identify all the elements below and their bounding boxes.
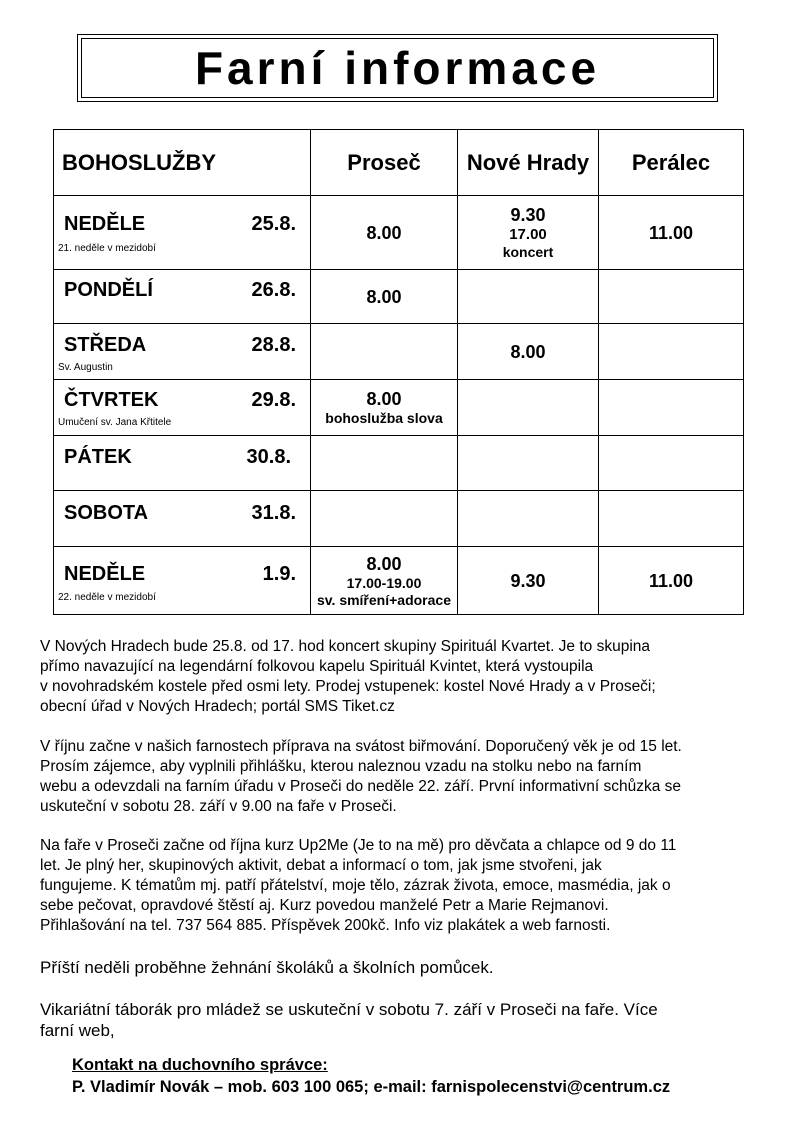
- time-value: 8.00: [366, 286, 402, 307]
- text-line: Prosím zájemce, aby vyplnili přihlášku, kterou naleznou vzadu na stolku nebo na farním: [40, 758, 642, 775]
- prosec-cell: [311, 380, 458, 436]
- peralec-cell: [599, 547, 744, 615]
- event-note: sv. smíření+adorace: [317, 591, 451, 608]
- header-services: BOHOSLUŽBY: [54, 130, 311, 196]
- day-name: STŘEDA: [64, 334, 147, 356]
- prosec-cell: [311, 491, 458, 547]
- day-date: 25.8.: [251, 213, 296, 235]
- day-cell: [54, 196, 311, 270]
- nove-hrady-cell: [458, 196, 599, 270]
- text-line: sebe pečovat, opravdové štěstí aj. Kurz povedou manželé Petr a Marie Rejmanovi.: [40, 897, 609, 914]
- table-row: [54, 547, 744, 615]
- nove-hrady-cell: [458, 324, 599, 380]
- prosec-cell: [311, 270, 458, 324]
- text-line: obecní úřad v Nových Hradech; portál SMS Tiket.cz: [40, 698, 395, 715]
- table-header-row: [54, 130, 744, 196]
- day-cell: [54, 324, 311, 380]
- announcement-blessing: [40, 957, 760, 978]
- nove-hrady-cell: [458, 491, 599, 547]
- day-name: NEDĚLE: [64, 563, 146, 585]
- day-name: SOBOTA: [64, 502, 149, 524]
- header-prosec: Proseč: [311, 130, 458, 196]
- time-value: 8.00: [366, 389, 402, 409]
- nove-hrady-cell: [458, 436, 599, 491]
- table-row: [54, 491, 744, 547]
- title-inner-frame: [81, 38, 714, 98]
- page-title: Farní informace: [194, 42, 601, 94]
- time-value: 11.00: [648, 570, 694, 591]
- text-line: přímo navazující na legendární folkovou kapelu Spirituál Kvintet, která vystoupila: [40, 658, 594, 675]
- time-value: 8.00: [510, 341, 546, 362]
- peralec-cell: [599, 270, 744, 324]
- day-date: 29.8.: [251, 389, 296, 411]
- day-cell: [54, 491, 311, 547]
- day-date: 30.8.: [246, 446, 291, 468]
- day-cell: [54, 436, 311, 491]
- contact-details: P. Vladimír Novák – mob. 603 100 065; e-mail: farnispolecenstvi@centrum.cz: [72, 1078, 671, 1096]
- time-value: 9.30: [510, 570, 546, 591]
- nove-hrady-cell: [458, 270, 599, 324]
- day-note: Sv. Augustin: [58, 362, 113, 373]
- prosec-cell: [311, 436, 458, 491]
- day-cell: [54, 270, 311, 324]
- day-date: 26.8.: [251, 279, 296, 301]
- table-row: [54, 270, 744, 324]
- day-cell: [54, 380, 311, 436]
- time-value: 9.30: [510, 205, 546, 225]
- announcement-confirmation: [40, 737, 760, 817]
- event-note: bohoslužba slova: [325, 410, 443, 426]
- text-line: V Nových Hradech bude 25.8. od 17. hod koncert skupiny Spirituál Kvartet. Je to skupina: [40, 638, 651, 655]
- text-line: Přihlašování na tel. 737 564 885. Příspěvek 200kč. Info viz plakátek a web farnosti.: [40, 917, 611, 934]
- text-line: Na faře v Proseči začne od října kurz Up2Me (Je to na mě) pro děvčata a chlapce od 9 do 11: [40, 837, 677, 854]
- table-row: [54, 324, 744, 380]
- day-note: 21. neděle v mezidobí: [58, 243, 156, 254]
- day-date: 31.8.: [251, 502, 296, 524]
- text-line: Vikariátní táborák pro mládež se uskuteční v sobotu 7. září v Proseči na faře. Více: [40, 1000, 658, 1019]
- time-value: 11.00: [648, 222, 694, 243]
- peralec-cell: [599, 436, 744, 491]
- day-name: PONDĚLÍ: [64, 279, 153, 301]
- header-peralec: Perálec: [599, 130, 744, 196]
- day-name: NEDĚLE: [64, 213, 146, 235]
- prosec-cell: [311, 547, 458, 615]
- text-line: webu a odevzdali na farním úřadu v Proseči do neděle 22. září. První informativní schůzka se: [40, 778, 682, 795]
- time-value: 17.00: [509, 226, 547, 243]
- day-note: Umučení sv. Jana Křtitele: [58, 417, 172, 428]
- title-box: [77, 34, 718, 102]
- announcement-concert: [40, 637, 760, 717]
- day-note: 22. neděle v mezidobí: [58, 592, 156, 603]
- schedule-table: [53, 129, 744, 615]
- table-row: [54, 436, 744, 491]
- announcement-course: [40, 836, 760, 936]
- peralec-cell: [599, 196, 744, 270]
- table-row: [54, 196, 744, 270]
- announcement-campfire: [40, 999, 760, 1041]
- day-name: ČTVRTEK: [64, 389, 159, 411]
- text-line: fungujeme. K tématům mj. patří přátelství, moje tělo, zázrak života, emoce, masmédia, jak o: [40, 877, 671, 894]
- text-line: let. Je plný her, skupinových aktivit, debat a informací o tom, jak jsme stvořeni, jak: [40, 857, 602, 874]
- time-range: 17.00-19.00: [346, 574, 422, 591]
- text-line: Příští neděli proběhne žehnání školáků a školních pomůcek.: [40, 958, 494, 977]
- text-line: V říjnu začne v našich farnostech příprava na svátost biřmování. Doporučený věk je od 15 let.: [40, 738, 682, 755]
- prosec-cell: [311, 324, 458, 380]
- nove-hrady-cell: [458, 380, 599, 436]
- contact-label: Kontakt na duchovního správce:: [72, 1056, 328, 1074]
- table-row: [54, 380, 744, 436]
- header-nove-hrady: Nové Hrady: [458, 130, 599, 196]
- prosec-cell: [311, 196, 458, 270]
- event-note: koncert: [502, 244, 554, 260]
- text-line: v novohradském kostele před osmi lety. Prodej vstupenek: kostel Nové Hrady a v Proseči;: [40, 678, 656, 695]
- text-line: uskuteční v sobotu 28. září v 9.00 na faře v Proseči.: [40, 798, 397, 815]
- day-date: 1.9.: [262, 563, 296, 585]
- nove-hrady-cell: [458, 547, 599, 615]
- time-value: 8.00: [366, 222, 402, 243]
- time-value: 8.00: [366, 553, 402, 574]
- peralec-cell: [599, 380, 744, 436]
- peralec-cell: [599, 324, 744, 380]
- day-name: PÁTEK: [64, 446, 132, 468]
- day-date: 28.8.: [251, 334, 296, 356]
- text-line: farní web,: [40, 1021, 115, 1040]
- contact-block: [72, 1054, 670, 1098]
- peralec-cell: [599, 491, 744, 547]
- day-cell: [54, 547, 311, 615]
